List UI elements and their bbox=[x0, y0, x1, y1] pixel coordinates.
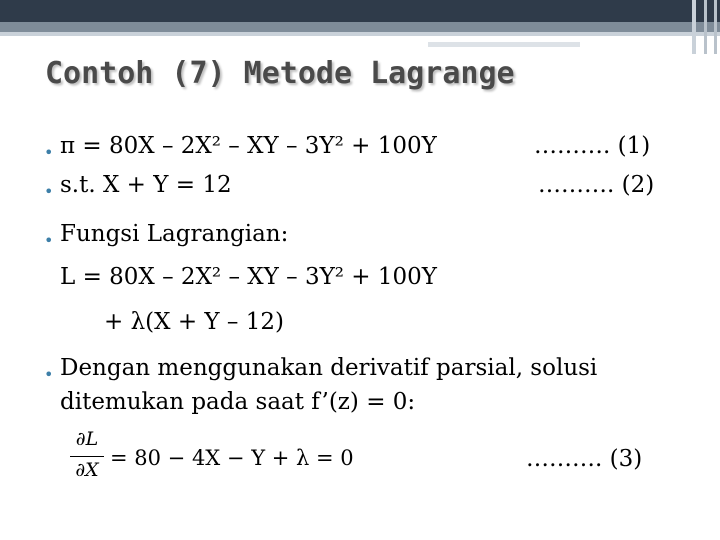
formula-rhs: = 80 − 4X − Y + λ = 0 bbox=[110, 446, 354, 470]
derivative-text-1: Dengan menggunakan derivatif parsial, solusi bbox=[60, 355, 598, 381]
header-bar-dark bbox=[0, 0, 720, 22]
fraction-bar bbox=[70, 456, 104, 457]
decor-title-strip bbox=[428, 42, 580, 47]
fraction-numerator: ∂L bbox=[75, 428, 99, 450]
lagrangian-line-1: L = 80X – 2X² – XY – 3Y² + 100Y bbox=[60, 264, 437, 290]
lagrangian-line-2: + λ(X + Y – 12) bbox=[104, 309, 284, 335]
derivative-text-2: ditemukan pada saat f’(z) = 0: bbox=[60, 389, 416, 415]
objective-function: π = 80X – 2X² – XY – 3Y² + 100Y bbox=[60, 133, 437, 159]
bullet-marker: • bbox=[44, 365, 54, 384]
partial-derivative-formula bbox=[70, 428, 354, 492]
equation-ref-3: ………. (3) bbox=[526, 446, 643, 472]
lagrangian-heading: Fungsi Lagrangian: bbox=[60, 221, 289, 247]
header-bar-mid bbox=[0, 22, 720, 32]
bullet-marker: • bbox=[44, 231, 54, 250]
decor-vertical-bar bbox=[692, 0, 696, 54]
equation-ref-2: ………. (2) bbox=[538, 172, 655, 198]
decor-vertical-bar bbox=[704, 0, 707, 54]
fraction bbox=[70, 428, 104, 481]
equation-ref-1: ………. (1) bbox=[534, 133, 651, 159]
bullet-marker: • bbox=[44, 182, 54, 201]
fraction-denominator: ∂X bbox=[75, 459, 99, 481]
bullet-marker: • bbox=[44, 143, 54, 162]
decor-vertical-bar bbox=[714, 0, 717, 54]
slide-title: Contoh (7) Metode Lagrange bbox=[45, 56, 515, 91]
constraint: s.t. X + Y = 12 bbox=[60, 172, 232, 198]
header-bar-thin bbox=[0, 32, 720, 36]
